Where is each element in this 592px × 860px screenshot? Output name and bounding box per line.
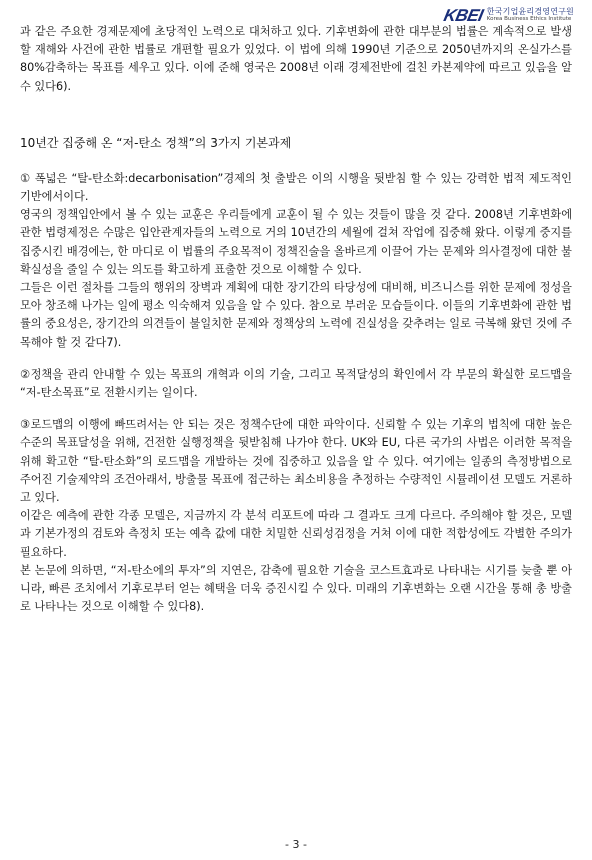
logo-text xyxy=(487,8,574,23)
task1-paragraph-2: 그들은 이런 절차를 그들의 행위의 장벽과 계획에 대한 장기간의 타당성에 대비해, 비즈니스를 위한 문제에 정성을 모아 창조해 나가는 일에 평소 익숙해져 있음을 알 수 있다. 참으로 부러운 모습들이다. 이들의 기후변화에 관한 법률의 중요성은, 장기간의 의견들이 불일치한 문제와 정책상의 노력에 진실성을 갖추려는 일로 극복해 왔던 것에 주목해야 할 것 같다7). xyxy=(20,281,572,349)
task1-paragraph-1: 영국의 정책입안에서 볼 수 있는 교훈은 우리들에게 교훈이 될 수 있는 것들이 많을 것 같다. 2008년 기후변화에 관한 법령제정은 수많은 입안관계자들의 노력으로 거의 10년간의 세월에 걸쳐 작업에 집중해 왔다. 이렇게 중지를 집중시킨 배경에는, 한 마디로 이 법률의 주요목적이 정책진술을 올바르게 이끌어 가는 문제와 의사결정에 대한 불확실성을 줄일 수 있는 의도를 확고하게 표출한 것으로 이해할 수 있다. xyxy=(20,208,572,276)
intro-paragraph: 과 같은 주요한 경제문제에 초당적인 노력으로 대처하고 있다. 기후변화에 관한 대부분의 법률은 계속적으로 발생할 재해와 사건에 관한 법률로 개편할 필요가 있었다. 이 법에 의해 1990년 기준으로 2050년까지의 온실가스를 80%감축하는 목표를 세우고 있다. 이에 준해 영국은 2008년 이래 경제전반에 걸친 카본제약에 따르고 있음을 알 수 있다6). xyxy=(20,25,572,93)
logo-korean-name: 한국기업윤리경영연구원 xyxy=(486,6,574,16)
task3-paragraph-1: ③로드맵의 이행에 빠뜨려서는 안 되는 것은 정책수단에 대한 파악이다. 신뢰할 수 있는 기후의 법칙에 대한 높은 수준의 목표달성을 위해, 건전한 실행정책을 뒷받침해 나가야 한다. UK와 EU, 다른 국가의 사법은 이러한 목적을 위해 확고한 “탈-탄소화”의 로드맵을 개발하는 것에 집중하고 있음을 알 수 있다. 여기에는 일종의 측정방법으로 주어진 기술제약의 조건아래서, 방출물 목표에 접근하는 최소비용을 추정하는 수량적인 시뮬레이션 모델도 거론하고 있다. xyxy=(20,418,572,505)
task2-paragraph: ②정책을 관리 안내할 수 있는 목표의 개혁과 이의 기술, 그리고 목적달성의 확인에서 각 부문의 확실한 로드맵을 “저-탄소목표”로 전환시키는 일이다. xyxy=(20,367,572,400)
logo-mark: KBEI xyxy=(442,5,485,25)
document-body xyxy=(20,23,572,616)
section-heading: 10년간 집중해 온 “저-탄소 정책”의 3가지 기본과제 xyxy=(20,135,292,150)
logo-english-name: Korea Business Ethics Institute xyxy=(486,15,572,22)
task3-paragraph-2: 이같은 예측에 관한 각종 모델은, 지금까지 각 분석 리포트에 따라 그 결과도 크게 다르다. 주의해야 할 것은, 모델과 기본가정의 검토와 측정치 또는 예측 값에 대한 치밀한 신뢰성검정을 거쳐 이에 대한 적합성에도 각별한 주의가 필요하다. xyxy=(20,509,572,559)
kbei-logo xyxy=(444,7,574,24)
page-number: - 3 - xyxy=(285,838,307,851)
task3-paragraph-3: 본 논문에 의하면, “저-탄소에의 투자”의 지연은, 감축에 필요한 기술을 코스트효과로 나타내는 시기를 늦출 뿐 아니라, 빠른 조치에서 기후로부터 얻는 혜택을 더욱 증진시킬 수 있다. 미래의 기후변화는 오랜 시간을 통해 총 방출로 나타나는 것으로 이해할 수 있다8). xyxy=(20,563,572,614)
task1-title: ① 폭넓은 “탈-탄소화:decarbonisation”경제의 첫 출발은 이의 시행을 뒷받침 할 수 있는 강력한 법적 제도적인 기반에서이다. xyxy=(20,171,572,204)
